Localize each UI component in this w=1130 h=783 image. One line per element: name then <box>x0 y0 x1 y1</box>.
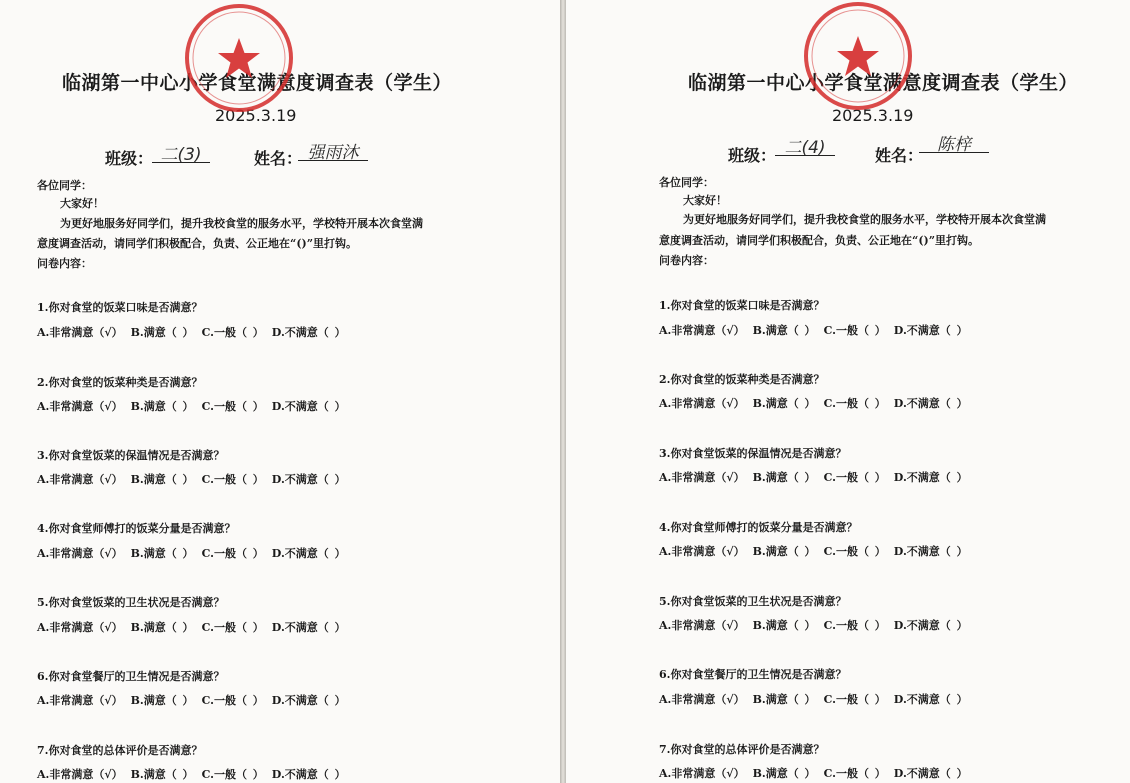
question-7: 7.你对食堂的总体评价是否满意？ <box>37 744 203 757</box>
option-a[interactable]: A.非常满意（√） <box>37 326 123 339</box>
intro-line-1: 为更好地服务好同学们，提升我校食堂的服务水平，学校特开展本次食堂满 <box>683 213 1046 226</box>
option-b[interactable]: B.满意（ ） <box>752 545 816 558</box>
name-label: 姓名： <box>254 149 303 168</box>
class-label: 班级： <box>105 149 154 168</box>
option-a[interactable]: A.非常满意（√） <box>659 397 745 410</box>
option-d[interactable]: D.不满意（ ） <box>893 693 968 706</box>
survey-title: 临湖第一中心小学食堂满意度调查表（学生） <box>62 72 453 94</box>
contents-label: 问卷内容： <box>659 254 714 267</box>
question-4: 4.你对食堂师傅打的饭菜分量是否满意？ <box>659 521 858 534</box>
option-c[interactable]: C.一般（ ） <box>823 324 886 337</box>
options-1 <box>37 324 354 340</box>
option-c[interactable]: C.一般（ ） <box>823 767 886 780</box>
options-4 <box>659 543 976 559</box>
question-7: 7.你对食堂的总体评价是否满意？ <box>659 743 825 756</box>
question-3: 3.你对食堂饭菜的保温情况是否满意？ <box>37 449 225 462</box>
option-d[interactable]: D.不满意（ ） <box>271 621 346 634</box>
question-2: 2.你对食堂的饭菜种类是否满意？ <box>37 376 203 389</box>
option-a[interactable]: A.非常满意（√） <box>659 324 745 337</box>
option-d[interactable]: D.不满意（ ） <box>271 473 346 486</box>
option-d[interactable]: D.不满意（ ） <box>271 768 346 781</box>
question-6: 6.你对食堂餐厅的卫生情况是否满意？ <box>659 668 847 681</box>
survey-title: 临湖第一中心小学食堂满意度调查表（学生） <box>688 72 1079 94</box>
survey-date: 2025.3.19 <box>832 106 914 125</box>
option-c[interactable]: C.一般（ ） <box>201 400 264 413</box>
survey-date: 2025.3.19 <box>215 106 297 125</box>
option-a[interactable]: A.非常满意（√） <box>659 471 745 484</box>
contents-label: 问卷内容： <box>37 257 92 270</box>
question-4: 4.你对食堂师傅打的饭菜分量是否满意？ <box>37 522 236 535</box>
option-b[interactable]: B.满意（ ） <box>752 324 816 337</box>
options-2 <box>37 398 354 414</box>
option-c[interactable]: C.一般（ ） <box>823 397 886 410</box>
option-a[interactable]: A.非常满意（√） <box>659 767 745 780</box>
intro-line-1: 为更好地服务好同学们，提升我校食堂的服务水平，学校特开展本次食堂满 <box>60 217 423 230</box>
greeting: 各位同学： <box>659 176 714 189</box>
option-d[interactable]: D.不满意（ ） <box>271 694 346 707</box>
options-4 <box>37 545 354 561</box>
option-a[interactable]: A.非常满意（√） <box>37 621 123 634</box>
survey-sheet-right <box>566 0 1130 783</box>
option-b[interactable]: B.满意（ ） <box>752 619 816 632</box>
option-c[interactable]: C.一般（ ） <box>201 547 264 560</box>
option-a[interactable]: A.非常满意（√） <box>659 619 745 632</box>
class-field[interactable]: 二(3) <box>152 140 210 163</box>
options-7 <box>659 765 976 781</box>
options-2 <box>659 395 976 411</box>
option-d[interactable]: D.不满意（ ） <box>893 397 968 410</box>
option-d[interactable]: D.不满意（ ） <box>893 619 968 632</box>
option-b[interactable]: B.满意（ ） <box>130 473 194 486</box>
question-5: 5.你对食堂饭菜的卫生状况是否满意？ <box>659 595 847 608</box>
option-b[interactable]: B.满意（ ） <box>130 621 194 634</box>
hello-text: 大家好！ <box>60 197 104 210</box>
option-c[interactable]: C.一般（ ） <box>201 473 264 486</box>
option-a[interactable]: A.非常满意（√） <box>37 768 123 781</box>
options-7 <box>37 766 354 782</box>
intro-line-2: 意度调查活动，请同学们积极配合，负责、公正地在“()”里打钩。 <box>659 234 980 247</box>
question-1: 1.你对食堂的饭菜口味是否满意？ <box>37 301 203 314</box>
options-1 <box>659 322 976 338</box>
option-b[interactable]: B.满意（ ） <box>752 471 816 484</box>
class-field[interactable]: 二(4) <box>775 133 835 156</box>
option-d[interactable]: D.不满意（ ） <box>893 324 968 337</box>
option-a[interactable]: A.非常满意（√） <box>37 547 123 560</box>
option-c[interactable]: C.一般（ ） <box>201 768 264 781</box>
options-3 <box>659 469 976 485</box>
option-b[interactable]: B.满意（ ） <box>130 768 194 781</box>
option-a[interactable]: A.非常满意（√） <box>659 545 745 558</box>
option-b[interactable]: B.满意（ ） <box>130 547 194 560</box>
option-b[interactable]: B.满意（ ） <box>130 326 194 339</box>
option-c[interactable]: C.一般（ ） <box>823 619 886 632</box>
option-c[interactable]: C.一般（ ） <box>201 621 264 634</box>
option-b[interactable]: B.满意（ ） <box>752 397 816 410</box>
option-b[interactable]: B.满意（ ） <box>752 767 816 780</box>
question-1: 1.你对食堂的饭菜口味是否满意？ <box>659 299 825 312</box>
question-2: 2.你对食堂的饭菜种类是否满意？ <box>659 373 825 386</box>
class-label: 班级： <box>728 146 777 165</box>
name-field[interactable]: 强雨沐 <box>298 138 368 161</box>
option-a[interactable]: A.非常满意（√） <box>37 400 123 413</box>
option-c[interactable]: C.一般（ ） <box>201 694 264 707</box>
option-a[interactable]: A.非常满意（√） <box>37 473 123 486</box>
options-6 <box>659 691 976 707</box>
red-star-seal-icon <box>183 2 295 114</box>
option-a[interactable]: A.非常满意（√） <box>37 694 123 707</box>
options-3 <box>37 471 354 487</box>
question-3: 3.你对食堂饭菜的保温情况是否满意？ <box>659 447 847 460</box>
option-b[interactable]: B.满意（ ） <box>130 400 194 413</box>
options-5 <box>37 619 354 635</box>
option-c[interactable]: C.一般（ ） <box>823 471 886 484</box>
option-d[interactable]: D.不满意（ ） <box>271 547 346 560</box>
option-d[interactable]: D.不满意（ ） <box>271 326 346 339</box>
option-c[interactable]: C.一般（ ） <box>201 326 264 339</box>
option-d[interactable]: D.不满意（ ） <box>893 471 968 484</box>
hello-text: 大家好！ <box>683 194 727 207</box>
options-5 <box>659 617 976 633</box>
option-d[interactable]: D.不满意（ ） <box>271 400 346 413</box>
option-d[interactable]: D.不满意（ ） <box>893 767 968 780</box>
greeting: 各位同学： <box>37 179 92 192</box>
options-6 <box>37 692 354 708</box>
name-field[interactable]: 陈梓 <box>919 130 989 153</box>
option-c[interactable]: C.一般（ ） <box>823 545 886 558</box>
option-a[interactable]: A.非常满意（√） <box>659 693 745 706</box>
red-star-seal-icon <box>802 0 914 112</box>
question-5: 5.你对食堂饭菜的卫生状况是否满意？ <box>37 596 225 609</box>
intro-line-2: 意度调查活动，请同学们积极配合，负责、公正地在“()”里打钩。 <box>37 237 358 250</box>
option-c[interactable]: C.一般（ ） <box>823 693 886 706</box>
survey-sheet-left <box>0 0 560 783</box>
option-d[interactable]: D.不满意（ ） <box>893 545 968 558</box>
option-b[interactable]: B.满意（ ） <box>752 693 816 706</box>
question-6: 6.你对食堂餐厅的卫生情况是否满意？ <box>37 670 225 683</box>
option-b[interactable]: B.满意（ ） <box>130 694 194 707</box>
name-label: 姓名： <box>875 146 924 165</box>
